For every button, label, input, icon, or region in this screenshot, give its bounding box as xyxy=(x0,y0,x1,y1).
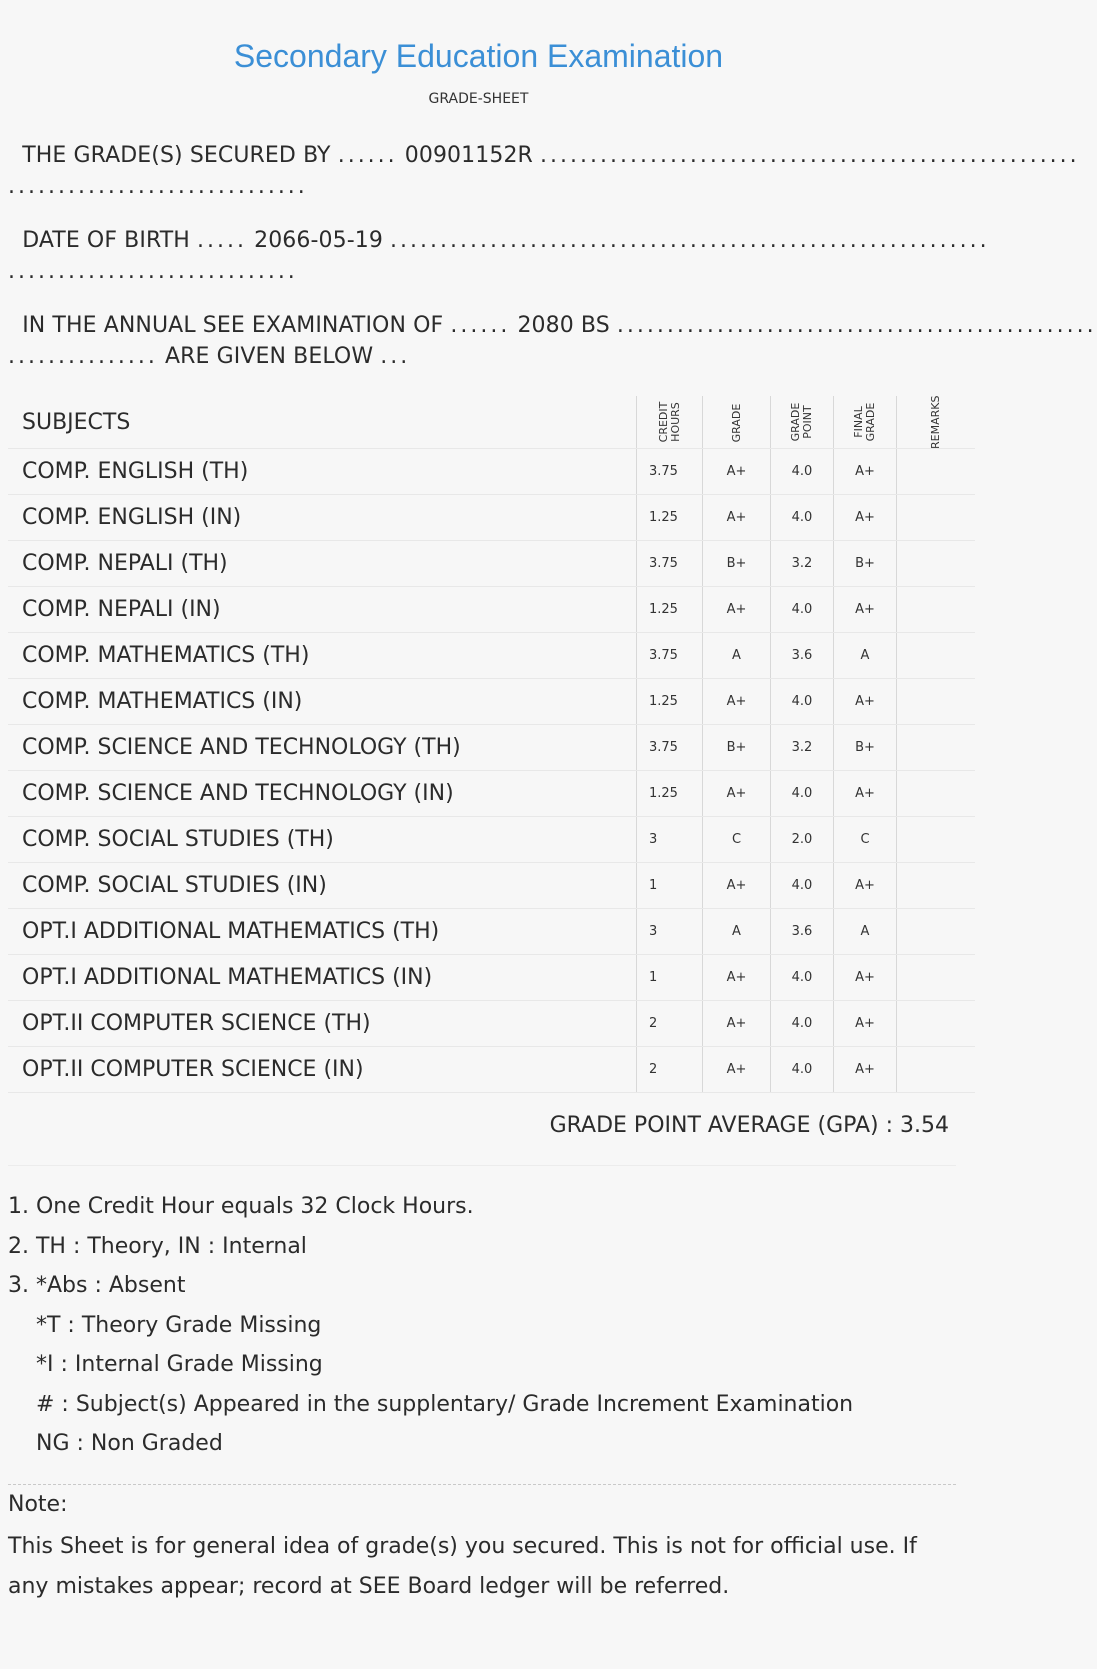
grade-point-cell: 4.0 xyxy=(771,1001,834,1047)
table-row xyxy=(8,771,975,817)
subject-cell: COMP. NEPALI (TH) xyxy=(8,541,637,587)
table-row xyxy=(8,679,975,725)
grade-point-cell: 4.0 xyxy=(771,863,834,909)
subject-cell: OPT.II COMPUTER SCIENCE (TH) xyxy=(8,1001,637,1047)
credit-hours-cell: 1.25 xyxy=(637,679,703,725)
legend-item: *T : Theory Grade Missing xyxy=(36,1312,322,1338)
final-grade-cell: A+ xyxy=(834,1047,897,1093)
exam-year: 2080 BS xyxy=(517,313,610,338)
page-subtitle: GRADE-SHEET xyxy=(428,91,529,107)
subject-cell: COMP. MATHEMATICS (TH) xyxy=(8,633,637,679)
credit-hours-cell: 3 xyxy=(637,817,703,863)
dots: ..... xyxy=(197,228,247,253)
table-row xyxy=(8,587,975,633)
dots: ............................................................ xyxy=(390,228,990,253)
remarks-cell xyxy=(897,771,976,817)
final-grade-cell: A+ xyxy=(834,495,897,541)
grade-point-cell: 4.0 xyxy=(771,1047,834,1093)
dots: ............... xyxy=(8,344,158,369)
grade-cell: C xyxy=(703,817,771,863)
header-credit-hours: CREDIT HOURS xyxy=(637,396,703,449)
credit-hours-cell: 1.25 xyxy=(637,587,703,633)
subject-cell: COMP. NEPALI (IN) xyxy=(8,587,637,633)
note-text: This Sheet is for general idea of grade(s) you secured. This is not for official use. If any mistakes appear; record at SEE Board ledger will be referred. xyxy=(8,1534,917,1599)
dob-label: DATE OF BIRTH xyxy=(22,228,190,253)
subject-cell: COMP. SCIENCE AND TECHNOLOGY (IN) xyxy=(8,771,637,817)
header-final-grade: FINAL GRADE xyxy=(834,396,897,449)
remarks-cell xyxy=(897,633,976,679)
credit-hours-cell: 2 xyxy=(637,1001,703,1047)
gpa-summary xyxy=(550,1113,949,1138)
final-grade-cell: A+ xyxy=(834,587,897,633)
header-subjects: SUBJECTS xyxy=(8,396,637,449)
grade-cell: A+ xyxy=(703,1047,771,1093)
exam-section xyxy=(8,310,1097,372)
credit-hours-cell: 1 xyxy=(637,955,703,1001)
grade-cell: A+ xyxy=(703,1001,771,1047)
grade-point-cell: 2.0 xyxy=(771,817,834,863)
remarks-cell xyxy=(897,679,976,725)
secured-by-section xyxy=(8,140,1080,202)
table-row xyxy=(8,541,975,587)
final-grade-cell: A+ xyxy=(834,771,897,817)
credit-hours-cell: 3.75 xyxy=(637,725,703,771)
grade-point-cell: 4.0 xyxy=(771,771,834,817)
header-grade-point: GRADE POINT xyxy=(771,396,834,449)
final-grade-cell: A+ xyxy=(834,679,897,725)
credit-hours-cell: 3.75 xyxy=(637,541,703,587)
exam-label: IN THE ANNUAL SEE EXAMINATION OF xyxy=(22,313,444,338)
grade-point-cell: 4.0 xyxy=(771,495,834,541)
grade-point-cell: 3.2 xyxy=(771,541,834,587)
gpa-value: 3.54 xyxy=(900,1113,949,1138)
final-grade-cell: B+ xyxy=(834,725,897,771)
legend-item: NG : Non Graded xyxy=(36,1431,223,1456)
grade-point-cell: 4.0 xyxy=(771,679,834,725)
dob-value: 2066-05-19 xyxy=(254,228,383,253)
table-row xyxy=(8,633,975,679)
remarks-cell xyxy=(897,541,976,587)
credit-hours-cell: 1 xyxy=(637,863,703,909)
grade-table xyxy=(8,396,975,1093)
grade-cell: A xyxy=(703,633,771,679)
subject-cell: COMP. ENGLISH (TH) xyxy=(8,449,637,495)
dots: ...... xyxy=(450,313,511,338)
credit-hours-cell: 3 xyxy=(637,909,703,955)
grade-point-cell: 3.6 xyxy=(771,633,834,679)
remarks-cell xyxy=(897,449,976,495)
table-row xyxy=(8,909,975,955)
grade-cell: B+ xyxy=(703,725,771,771)
subject-cell: OPT.II COMPUTER SCIENCE (IN) xyxy=(8,1047,637,1093)
remarks-cell xyxy=(897,1047,976,1093)
grade-cell: A+ xyxy=(703,955,771,1001)
grade-cell: A+ xyxy=(703,449,771,495)
table-row xyxy=(8,449,975,495)
table-row xyxy=(8,495,975,541)
grade-table-body xyxy=(8,449,975,1093)
final-grade-cell: A xyxy=(834,633,897,679)
dots: ... xyxy=(380,344,411,369)
credit-hours-cell: 1.25 xyxy=(637,771,703,817)
table-row xyxy=(8,1047,975,1093)
final-grade-cell: A+ xyxy=(834,863,897,909)
table-row xyxy=(8,817,975,863)
page-title: Secondary Education Examination xyxy=(233,38,724,74)
final-grade-cell: A xyxy=(834,909,897,955)
dashed-divider xyxy=(8,1484,956,1485)
subject-cell: OPT.I ADDITIONAL MATHEMATICS (TH) xyxy=(8,909,637,955)
grade-cell: A+ xyxy=(703,587,771,633)
grade-point-cell: 3.6 xyxy=(771,909,834,955)
remarks-cell xyxy=(897,495,976,541)
remarks-cell xyxy=(897,955,976,1001)
divider xyxy=(8,1165,956,1166)
dots: ...................................................... xyxy=(540,143,1080,168)
dots: ................................................ xyxy=(616,313,1097,338)
credit-hours-cell: 1.25 xyxy=(637,495,703,541)
given-below-label: ARE GIVEN BELOW xyxy=(165,344,374,369)
final-grade-cell: A+ xyxy=(834,1001,897,1047)
grade-cell: B+ xyxy=(703,541,771,587)
grade-point-cell: 4.0 xyxy=(771,955,834,1001)
credit-hours-cell: 2 xyxy=(637,1047,703,1093)
table-row xyxy=(8,955,975,1001)
subject-cell: COMP. SOCIAL STUDIES (TH) xyxy=(8,817,637,863)
subject-cell: COMP. SOCIAL STUDIES (IN) xyxy=(8,863,637,909)
remarks-cell xyxy=(897,863,976,909)
subject-cell: COMP. SCIENCE AND TECHNOLOGY (TH) xyxy=(8,725,637,771)
remarks-cell xyxy=(897,725,976,771)
symbol-number: 00901152R xyxy=(404,143,533,168)
subject-cell: COMP. ENGLISH (IN) xyxy=(8,495,637,541)
grade-cell: A xyxy=(703,909,771,955)
legend-item: 1. One Credit Hour equals 32 Clock Hours. xyxy=(8,1194,474,1219)
final-grade-cell: A+ xyxy=(834,955,897,1001)
note-label: Note: xyxy=(8,1492,68,1517)
remarks-cell xyxy=(897,587,976,633)
secured-by-label: THE GRADE(S) SECURED BY xyxy=(22,143,331,168)
grade-cell: A+ xyxy=(703,679,771,725)
legend-item: 2. TH : Theory, IN : Internal xyxy=(8,1233,307,1259)
remarks-cell xyxy=(897,1001,976,1047)
legend-item: 3. *Abs : Absent xyxy=(8,1273,186,1298)
grade-point-cell: 3.2 xyxy=(771,725,834,771)
grade-point-cell: 4.0 xyxy=(771,587,834,633)
header-remarks: REMARKS xyxy=(897,396,976,449)
final-grade-cell: B+ xyxy=(834,541,897,587)
legend-item: # : Subject(s) Appeared in the supplentary/ Grade Increment Examination xyxy=(36,1391,854,1417)
final-grade-cell: C xyxy=(834,817,897,863)
header-grade: GRADE xyxy=(703,396,771,449)
final-grade-cell: A+ xyxy=(834,449,897,495)
dots: .............................. xyxy=(8,174,308,199)
grade-cell: A+ xyxy=(703,771,771,817)
remarks-cell xyxy=(897,909,976,955)
dob-section xyxy=(8,225,990,287)
table-row xyxy=(8,1001,975,1047)
dots: ...... xyxy=(337,143,398,168)
grade-cell: A+ xyxy=(703,863,771,909)
dots: ............................. xyxy=(8,259,298,284)
credit-hours-cell: 3.75 xyxy=(637,449,703,495)
subject-cell: OPT.I ADDITIONAL MATHEMATICS (IN) xyxy=(8,955,637,1001)
grade-point-cell: 4.0 xyxy=(771,449,834,495)
table-row xyxy=(8,863,975,909)
credit-hours-cell: 3.75 xyxy=(637,633,703,679)
legend-list xyxy=(8,1187,948,1464)
legend-item: *I : Internal Grade Missing xyxy=(36,1352,323,1377)
table-header-row xyxy=(8,396,975,449)
subject-cell: COMP. MATHEMATICS (IN) xyxy=(8,679,637,725)
gpa-label: GRADE POINT AVERAGE (GPA) : xyxy=(549,1113,894,1138)
grade-cell: A+ xyxy=(703,495,771,541)
table-row xyxy=(8,725,975,771)
remarks-cell xyxy=(897,817,976,863)
